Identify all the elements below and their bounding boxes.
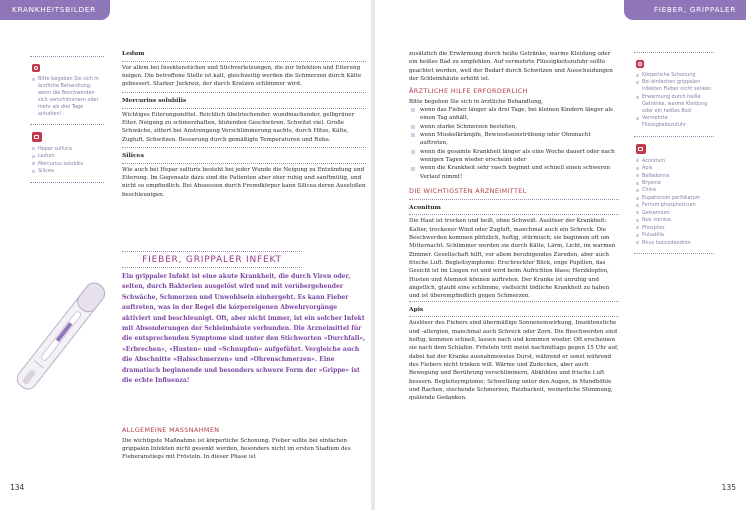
thermometer-illustration <box>8 276 114 396</box>
sidebar-remedy-item: Ferrum phosphoricum <box>636 202 712 209</box>
sidebar-measure-item: Vermehrte Flüssigkeitszufuhr <box>636 115 712 129</box>
doctor-help-item: wenn die Krankheit sehr rasch beginnt und schnell einen schweren Verlauf nimmt! <box>409 164 619 181</box>
sidebar-measures-list <box>636 72 712 129</box>
remedy-name: Aconitum <box>409 204 619 216</box>
remedy-ledum <box>122 50 366 93</box>
sidebar-remedy-list <box>636 158 712 247</box>
sidebar-remedy-item: Nux vomica <box>636 217 712 224</box>
sidebar-remedy-item: Aconitum <box>636 158 712 165</box>
sidebar-measure-item: Bei einfachen grippalen Infekten Fieber nicht senken <box>636 79 712 93</box>
general-measures <box>122 426 366 462</box>
remedy-silicea <box>122 152 366 199</box>
medicine-icon <box>32 132 42 142</box>
doctor-help-item: wenn Muskelkrämpfe, Bewusstseinstrübung oder Ohnmacht auftreten, <box>409 131 619 148</box>
remedy-text: Die Haut ist trocken und heiß, ohne Schweiß. Auslöser der Krankheit: Kalter, trockener Wind oder Zugluft, manchmal auch ein Schreck. Die Beschwerden kommen plötzlich, heftig, stürmisch; sie beginnen oft um Mitternacht. Schlimmer werden sie durch Kälte, Lärm, Licht, im warmen Zimmer. Gesellschaft hilft, vor allem beruhigendes Zureden, aber auch frische Luft. Begleitsymptome: Erschreckter Blick, enge Pupillen, das Gesicht ist im Liegen rot und wird beim Aufrichten blass; Herzklopfen, Husten und Atemnot können auftreten. Der Kranke ist unruhig und ängstlich, glaubt eine schlimme, vielleicht tödliche Krankheit zu haben und ist überempfindlich gegen Schmerzen. <box>409 218 616 300</box>
running-head-left: KRANKHEITSBILDER <box>0 0 110 20</box>
left-page <box>0 0 371 510</box>
remedy-text: Auslöser des Fiebers sind übermäßige Sonneneinwirkung, Insektenstiche und -allergien, manchmal auch Schreck oder Zorn. Die Beschwerden sind heftig, kommen schnell, lassen nach und kommen wieder. Oft erscheinen sie nach dem Schlafen. Frösteln tritt meist nachmittags gegen 15 Uhr auf, dabei hat der Kranke ausnahmsweise Durst, während er sonst während des Fiebers nicht trinken will. Wärme und Zudecken, aber auch Bewegung und Berührung verschlimmern, Abkühlen und frische Luft bessern. Begleitsymptome: Schwellung unter den Augen, in Mundhöhle und Rachen, stechende Schmerzen, Reizbarkeit, weinerliche Stimmung, quälende Gedanken. <box>409 320 619 402</box>
main-remedies-heading: DIE WICHTIGSTEN ARZNEIMITTEL <box>409 187 619 200</box>
doctor-help-heading: ÄRZTLICHE HILFE ERFORDERLICH <box>409 87 528 96</box>
sidebar-remedy-item: Bryonia <box>636 180 712 187</box>
right-page <box>375 0 746 510</box>
doctor-help-item: wenn starke Schmerzen bestehen, <box>409 123 619 131</box>
page-number-right: 135 <box>721 483 736 492</box>
remedy-text: Vor allem bei Insektenstichen und Stichverletzungen, die zur Infektion und Eiterung neigen. Die betroffene Stelle ist kalt, gleichzeitig werden die Schmerzen durch Kälte gebessert. Starker Juckreiz, der durch Kratzen schlimmer wird. <box>122 64 362 88</box>
general-measures-heading: ALLGEMEINE MASSNAHMEN <box>122 426 220 434</box>
remedy-name: Silicea <box>122 152 366 164</box>
sidebar-remedy-item: Ledum <box>32 153 102 160</box>
remedy-name: Ledum <box>122 50 366 62</box>
sidebar-remedy-item: Hepar sulfuris <box>32 146 102 153</box>
sidebar-remedies-box <box>30 125 104 183</box>
measures-icon <box>636 60 644 68</box>
left-remedy-column <box>122 50 366 203</box>
section-title: FIEBER, GRIPPALER INFEKT <box>122 251 302 268</box>
sidebar-remedy-item: Silicea <box>32 168 102 175</box>
general-measures-text: Die wichtigste Maßnahme ist körperliche Schonung. Fieber sollte bei einfachen grippalen Infekten nicht gesenkt werden, besonders nicht im ersten Stadium des Fieberanstiegs mit Frösteln. In dieser Phase ist <box>122 437 351 461</box>
remedy-name: Mercurius solubilis <box>122 97 366 109</box>
page-number-left: 134 <box>10 483 25 492</box>
remedy-text: Wichtiges Eiterungsmittel. Reichlich übelriechender, wundmachender, gelbgrüner Eiter. Neigung zu schmerzhaften, blutenden Geschwüren. Schwitzt viel. Große Schwäche, zittert bei Anstrengung Verschlimmerung nachts, durch Hitze, Kälte, Zugluft, Schwitzen. Besserung durch gemäßigte Temperaturen und Ruhe. <box>122 111 355 143</box>
sidebar-warning-text: Bitte begeben Sie sich in ärztliche Behandlung, wenn die Beschwerden sich verschlimmern oder mehr als drei Tage anhalten! <box>38 76 102 118</box>
sidebar-remedy-item: Pulsatilla <box>636 232 712 239</box>
sidebar-measure-item: Erwärmung durch heiße Getränke, warme Kleidung oder ein heißes Bad <box>636 94 712 115</box>
remedy-mercurius <box>122 97 366 148</box>
remedy-text: Wie auch bei Hepar sulfuris besteht bei jeder Wunde die Neigung zu Entzündung und Eiterung. Im Gegensatz dazu sind die Patienten aber eher ruhig und sanftmütig, und nicht so empfindlich. Bei Abszessen durch Fremdkörper kann Silicea deren Ausstoßen beschleunigen. <box>122 166 366 198</box>
doctor-help-item: wenn die gesamte Krankheit länger als eine Woche dauert oder nach wenigen Tagen wieder erscheint oder <box>409 148 619 165</box>
sidebar-measure-item: Körperliche Schonung <box>636 72 712 79</box>
sidebar-right <box>634 52 714 254</box>
sidebar-warning-box <box>30 56 104 125</box>
sidebar-measures-box <box>634 52 714 137</box>
doctor-help-item: wenn das Fieber länger als drei Tage, bei kleinen Kindern länger als einen Tag anhält, <box>409 106 619 123</box>
intro-text: zusätzlich die Erwärmung durch heiße Getränke, warme Kleidung oder ein heißes Bad zu empfehlen. Auf vermehrte Flüssigkeitszufuhr sollte geachtet werden, weil der Bedarf durch Schwitzen und Ausscheidungen der Schleimhäute erhöht ist. <box>409 51 613 82</box>
remedy-apis <box>409 306 619 403</box>
sidebar-left <box>30 56 104 183</box>
remedy-aconitum <box>409 204 619 302</box>
lead-paragraph <box>122 272 366 386</box>
doctor-help-list <box>409 106 619 181</box>
sidebar-remedy-list <box>32 146 102 175</box>
running-head-right: FIEBER, GRIPPALER INFEKT <box>624 0 746 20</box>
sidebar-remedy-item: Belladonna <box>636 173 712 180</box>
sidebar-remedy-item: Eupatorium perfoliatum <box>636 195 712 202</box>
right-main-column <box>409 50 619 407</box>
doctor-help-intro: Bitte begeben Sie sich in ärztliche Behandlung, <box>409 98 543 105</box>
lead-text: Ein grippaler Infekt ist eine akute Krankheit, die durch Viren oder, selten, durch Bakterien ausgelöst wird und mit vorübergehender Schwäche, Schmerzen und Unwohlsein einhergeht. Es kann Fieber auftreten, was in der Regel die körpereigenen Abwehrvorgänge aktiviert und beschleunigt. Oft, aber nicht immer, ist ein solcher Infekt mit Absonderungen der Schleimhäute verbunden. Die Arzneimittel für die entsprechenden Symptome sind unter den Stichworten »Durchfall«, »Erbrechen«, »Husten« und »Schnupfen« aufgeführt. Vergleiche auch die Abschnitte »Halsschmerzen« und »Ohrenschmerzen«. Eine dramatisch beginnende und besonders schwere Form der »Grippe« ist die echte Influenza! <box>122 273 366 384</box>
sidebar-remedy-item: Gelsemium <box>636 210 712 217</box>
sidebar-remedy-item: Rhus toxicodendron <box>636 240 712 247</box>
medicine-icon <box>636 144 646 154</box>
sidebar-remedy-item: China <box>636 187 712 194</box>
sidebar-remedy-item: Mercurius solubilis <box>32 161 102 168</box>
doctor-warning-icon <box>32 64 40 72</box>
remedy-name: Apis <box>409 306 619 318</box>
sidebar-remedies-box <box>634 137 714 254</box>
sidebar-remedy-item: Apis <box>636 165 712 172</box>
sidebar-remedy-item: Phosphor <box>636 225 712 232</box>
